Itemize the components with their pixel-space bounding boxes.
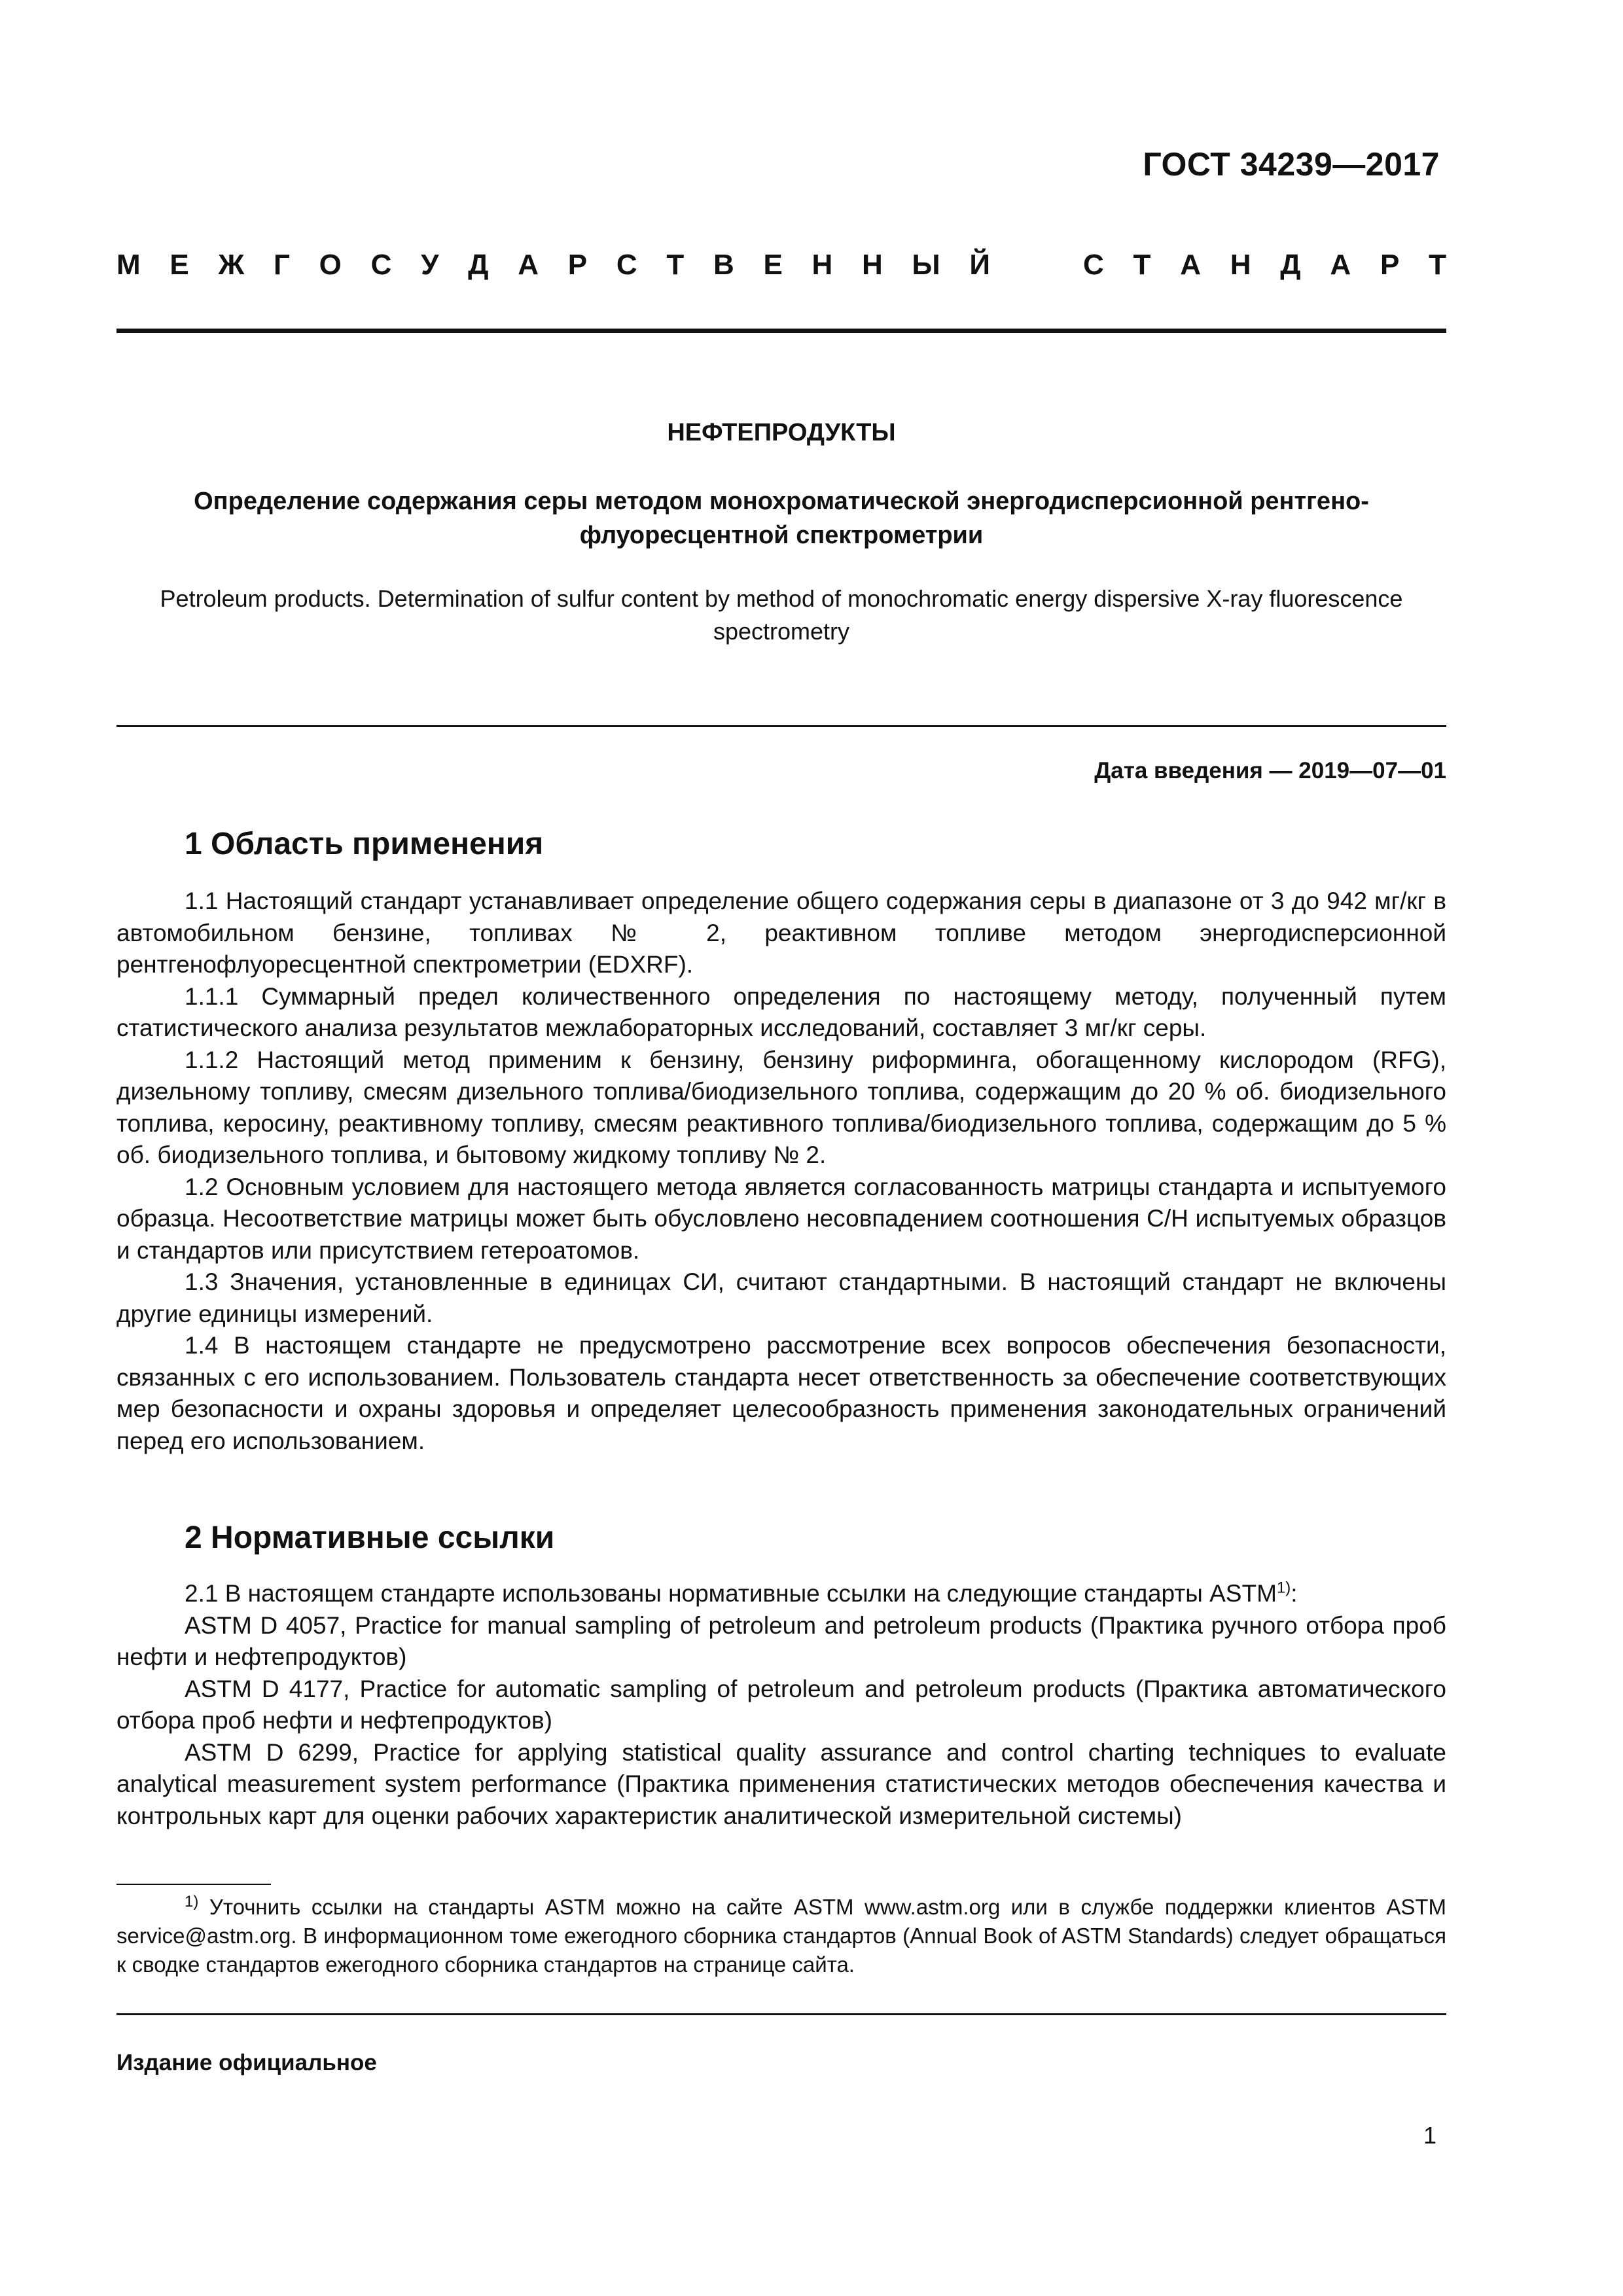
- paragraph: 1.2 Основным условием для настоящего метода является согласованность матрицы стандарта и испытуемого образца. Несоответствие матрицы может быть обусловлено несовпадением соотношения С/Н испытуемых образцов и стандартов или присутствием гетероатомов.: [116, 1173, 1446, 1264]
- spaced-letter: Т: [666, 249, 685, 281]
- subtitle-line-2: флуоресцентной спектрометрии: [579, 522, 984, 549]
- english-title-line-2: spectrometry: [713, 618, 850, 645]
- spaced-letter: У: [421, 249, 439, 281]
- spaced-letter: А: [1330, 249, 1351, 281]
- footnote: [116, 1893, 1446, 1979]
- paragraph: 1.3 Значения, установленные в единицах СИ, считают стандартными. В настоящий стандарт не включены другие единицы измерений.: [116, 1268, 1446, 1327]
- spaced-letter: Т: [1133, 249, 1151, 281]
- spaced-letter: М: [116, 249, 141, 281]
- document-subtitle: [116, 484, 1446, 552]
- references-intro-end: :: [1291, 1580, 1298, 1607]
- spaced-letter: С: [616, 249, 637, 281]
- paragraph: [116, 1578, 1446, 1610]
- spaced-letter: Ы: [912, 249, 940, 281]
- spaced-letter: Н: [1230, 249, 1251, 281]
- footnote-separator: [116, 1884, 271, 1885]
- interstate-word-2: [1083, 249, 1446, 281]
- introduction-date: Дата введения — 2019—07—01: [1094, 758, 1446, 783]
- footer-rule: [116, 2013, 1446, 2015]
- page-number: 1: [1423, 2122, 1436, 2149]
- subtitle-line-1: Определение содержания серы методом монохроматической энергодисперсионной рентгено-: [194, 488, 1369, 515]
- spaced-letter: С: [370, 249, 392, 281]
- english-title-line-1: Petroleum products. Determination of sulfur content by method of monochromatic energy dispersive X-ray fluorescence: [160, 585, 1403, 612]
- references-intro: 2.1 В настоящем стандарте использованы нормативные ссылки на следующие стандарты ASTM: [185, 1580, 1277, 1607]
- spaced-letter: О: [319, 249, 342, 281]
- paragraph: 1.4 В настоящем стандарте не предусмотрено рассмотрение всех вопросов обеспечения безопасности, связанных с его использованием. Пользователь стандарта несет ответственность за обеспечение соответствующих мер безопасности и охраны здоровья и определяет целесообразность применения законодательных ограничений перед его использованием.: [116, 1332, 1446, 1454]
- section-2-heading: 2 Нормативные ссылки: [185, 1520, 555, 1555]
- section-1-heading: 1 Область применения: [185, 827, 544, 861]
- document-title: НЕФТЕПРОДУКТЫ: [667, 419, 896, 446]
- spaced-letter: Ж: [218, 249, 245, 281]
- title-rule: [116, 725, 1446, 727]
- spaced-letter: Р: [1380, 249, 1400, 281]
- footnote-paragraph: [116, 1893, 1446, 1979]
- spaced-letter: Г: [273, 249, 290, 281]
- spaced-letter: Д: [468, 249, 489, 281]
- spaced-letter: Е: [763, 249, 783, 281]
- spaced-letter: Й: [969, 249, 990, 281]
- spaced-letter: А: [518, 249, 539, 281]
- footnote-mark: 1): [185, 1893, 199, 1910]
- paragraph: 1.1.1 Суммарный предел количественного определения по настоящему методу, полученный путем статистического анализа результатов межлабораторных исследований, составляет 3 мг/кг серы.: [116, 982, 1446, 1041]
- spaced-letter: Н: [862, 249, 883, 281]
- reference-item: ASTM D 4057, Practice for manual sampling of petroleum and petroleum products (Практика ручного отбора проб нефти и нефтепродуктов): [116, 1611, 1446, 1670]
- section-2-body: [116, 1578, 1446, 1832]
- interstate-word-1: [116, 249, 990, 281]
- spaced-letter: Т: [1429, 249, 1446, 281]
- reference-item: ASTM D 4177, Practice for automatic sampling of petroleum and petroleum products (Практика автоматического отбора проб нефти и нефтепродуктов): [116, 1675, 1446, 1734]
- english-title: [116, 583, 1446, 648]
- gost-number: ГОСТ 34239—2017: [1143, 146, 1440, 183]
- paragraph: 1.1.2 Настоящий метод применим к бензину, бензину риформинга, обогащенному кислородом (RFG), дизельному топливу, смесям дизельного топлива/биодизельного топлива, содержащим до 20 % об. биодизельного топлива, керосину, реактивному топливу, смесям реактивного топлива/биодизельного топлива, содержащим до 5 % об. биодизельного топлива, и бытовому жидкому топливу № 2.: [116, 1046, 1446, 1168]
- spaced-letter: С: [1083, 249, 1104, 281]
- edition-label: Издание официальное: [116, 2050, 377, 2075]
- spaced-letter: Е: [169, 249, 189, 281]
- reference-item: ASTM D 6299, Practice for applying statistical quality assurance and control charting techniques to evaluate analytical measurement system performance (Практика применения статистических методов обеспечения качества и контрольных карт для оценки рабочих характеристик аналитической измерительной системы): [116, 1738, 1446, 1829]
- header-rule: [116, 329, 1446, 333]
- footnote-reference[interactable]: 1): [1276, 1579, 1291, 1597]
- footnote-text: Уточнить ссылки на стандарты ASTM можно на сайте ASTM www.astm.org или в службе поддержки клиентов ASTM service@astm.org. В информационном томе ежегодного сборника стандартов (Annual Book of ASTM Standards) следует обращаться к сводке стандартов ежегодного сборника стандартов на странице сайта.: [116, 1895, 1446, 1977]
- spaced-letter: Д: [1280, 249, 1301, 281]
- paragraph: 1.1 Настоящий стандарт устанавливает определение общего содержания серы в диапазоне от 3 до 942 мг/кг в автомобильном бензине, топливах № 2, реактивном топливе методом энергодисперсионной рентгенофлуоресцентной спектрометрии (EDXRF).: [116, 888, 1446, 978]
- interstate-standard-label: [116, 249, 1446, 281]
- spaced-letter: В: [713, 249, 734, 281]
- spaced-letter: А: [1180, 249, 1201, 281]
- spaced-letter: Н: [812, 249, 833, 281]
- spaced-letter: Р: [567, 249, 588, 281]
- section-1-body: [116, 886, 1446, 1457]
